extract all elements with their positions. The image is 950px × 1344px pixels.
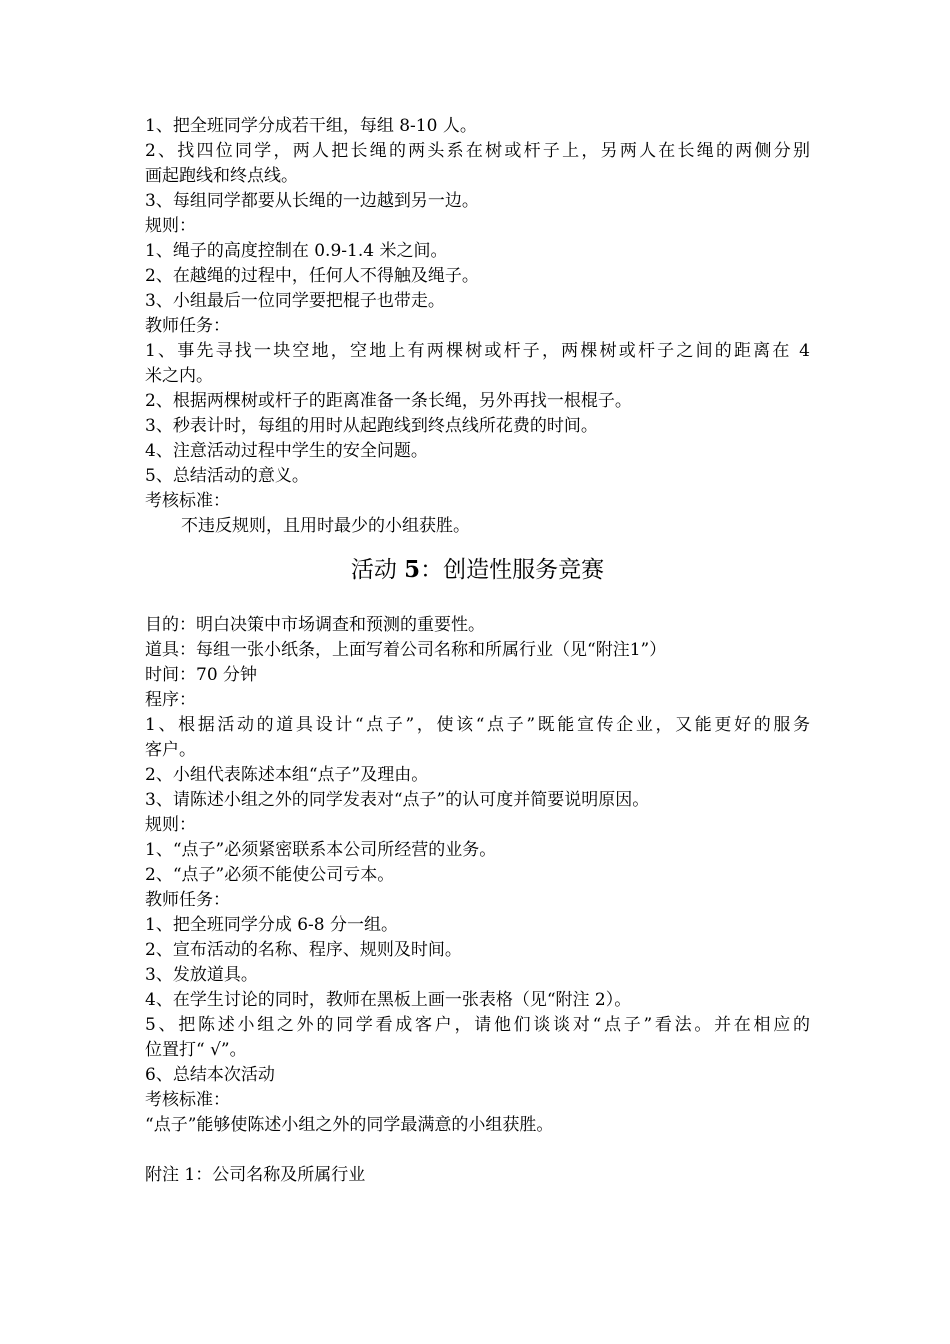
rule-1: 1、绳子的高度控制在 0.9-1.4 米之间。 bbox=[145, 241, 448, 261]
purpose: 目的：明白决策中市场调查和预测的重要性。 bbox=[145, 615, 485, 635]
rule-3: 3、小组最后一位同学要把棍子也带走。 bbox=[145, 291, 445, 311]
a5-teacher-task-1: 1、把全班同学分成 6-8 分一组。 bbox=[145, 915, 398, 935]
procedure-3: 3、请陈述小组之外的同学发表对“点子”的认可度并简要说明原因。 bbox=[145, 790, 650, 810]
a5-teacher-heading: 教师任务： bbox=[145, 890, 230, 910]
teacher-task-3: 3、秒表计时，每组的用时从起跑线到终点线所花费的时间。 bbox=[145, 416, 598, 436]
procedure-heading: 程序： bbox=[145, 690, 196, 710]
a5-teacher-task-5-line-2: 位置打“ √”。 bbox=[145, 1040, 247, 1060]
procedure-1-line-1: 1、根据活动的道具设计“点子”，使该“点子”既能宣传企业，又能更好的服务 bbox=[145, 715, 810, 735]
teacher-task-1-line-2: 米之内。 bbox=[145, 366, 213, 386]
props: 道具：每组一张小纸条，上面写着公司名称和所属行业（见“附注1”） bbox=[145, 640, 667, 660]
rules-heading: 规则： bbox=[145, 216, 196, 236]
title-number: 5 bbox=[404, 556, 421, 583]
a5-rules-heading: 规则： bbox=[145, 815, 196, 835]
a5-criteria-heading: 考核标准： bbox=[145, 1090, 230, 1110]
a5-rule-1: 1、“点子”必须紧密联系本公司所经营的业务。 bbox=[145, 840, 497, 860]
procedure-1-line-2: 客户。 bbox=[145, 740, 196, 760]
activity-5-title bbox=[145, 553, 810, 587]
a5-teacher-task-3: 3、发放道具。 bbox=[145, 965, 258, 985]
teacher-task-5: 5、总结活动的意义。 bbox=[145, 466, 309, 486]
note-1: 附注 1：公司名称及所属行业 bbox=[145, 1165, 366, 1185]
a5-teacher-task-4: 4、在学生讨论的同时，教师在黑板上画一张表格（见“附注 2）。 bbox=[145, 990, 632, 1010]
teacher-task-1-line-1: 1、事先寻找一块空地，空地上有两棵树或杆子，两棵树或杆子之间的距离在 4 bbox=[145, 341, 810, 361]
a5-teacher-task-2: 2、宣布活动的名称、程序、规则及时间。 bbox=[145, 940, 462, 960]
title-suffix: ：创造性服务竞赛 bbox=[420, 557, 605, 583]
criteria-heading: 考核标准： bbox=[145, 491, 230, 511]
step-3: 3、每组同学都要从长绳的一边越到另一边。 bbox=[145, 191, 479, 211]
teacher-heading: 教师任务： bbox=[145, 316, 230, 336]
criteria-text: 不违反规则，且用时最少的小组获胜。 bbox=[181, 516, 470, 536]
a5-teacher-task-5-line-1: 5、把陈述小组之外的同学看成客户，请他们谈谈对“点子”看法。并在相应的 bbox=[145, 1015, 810, 1035]
teacher-task-2: 2、根据两棵树或杆子的距离准备一条长绳，另外再找一根棍子。 bbox=[145, 391, 632, 411]
step-2-line-1: 2、找四位同学，两人把长绳的两头系在树或杆子上，另两人在长绳的两侧分别 bbox=[145, 141, 810, 161]
procedure-2: 2、小组代表陈述本组“点子”及理由。 bbox=[145, 765, 429, 785]
a5-rule-2: 2、“点子”必须不能使公司亏本。 bbox=[145, 865, 395, 885]
step-2-line-2: 画起跑线和终点线。 bbox=[145, 166, 298, 186]
step-1: 1、把全班同学分成若干组，每组 8-10 人。 bbox=[145, 116, 477, 136]
document-body bbox=[145, 114, 810, 1188]
spacer bbox=[145, 1138, 810, 1163]
teacher-task-4: 4、注意活动过程中学生的安全问题。 bbox=[145, 441, 428, 461]
title-prefix: 活动 bbox=[350, 557, 405, 583]
a5-teacher-task-6: 6、总结本次活动 bbox=[145, 1065, 275, 1085]
a5-criteria-text: “点子”能够使陈述小组之外的同学最满意的小组获胜。 bbox=[145, 1115, 554, 1135]
rule-2: 2、在越绳的过程中，任何人不得触及绳子。 bbox=[145, 266, 479, 286]
time: 时间：70 分钟 bbox=[145, 665, 258, 685]
